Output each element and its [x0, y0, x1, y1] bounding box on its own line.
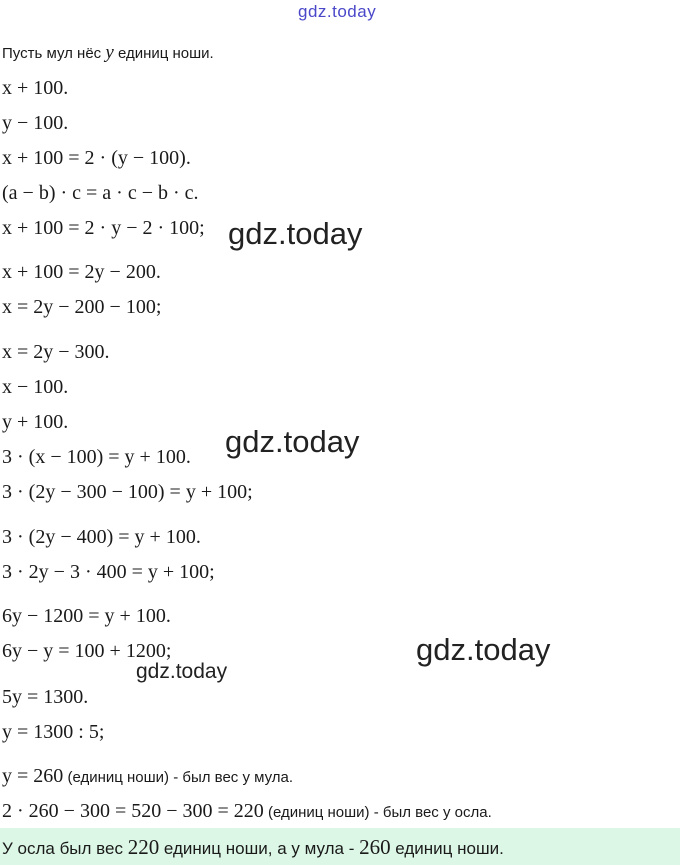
math-line-15: 6y − 1200 = y + 100. — [2, 605, 171, 627]
math-line-20: 2 · 260 − 300 = 520 − 300 = 220 (единиц ноши) - был вес у осла. — [2, 800, 492, 822]
math-line-1: x + 100. — [2, 77, 69, 99]
math-line-9: x − 100. — [2, 376, 69, 398]
math-line-18: y = 1300 : 5; — [2, 721, 105, 743]
math-line-19: y = 260 (единиц ноши) - был вес у мула. — [2, 765, 294, 787]
math-line-2: y − 100. — [2, 112, 69, 134]
math-line-12: 3 · (2y − 300 − 100) = y + 100; — [2, 481, 253, 503]
math-line-11: 3 · (x − 100) = y + 100. — [2, 446, 191, 468]
math-line-17: 5y = 1300. — [2, 686, 89, 708]
answer-box — [0, 828, 680, 865]
math-line-4: (a − b) · c = a · c − b · c. — [2, 182, 199, 204]
math-line-7: x = 2y − 200 − 100; — [2, 296, 162, 318]
math-line-6: x + 100 = 2y − 200. — [2, 261, 161, 283]
math-line-3: x + 100 = 2 · (y − 100). — [2, 147, 191, 169]
watermark-2: gdz.today — [225, 424, 360, 459]
watermark-4: gdz.today — [136, 660, 228, 683]
answer-text: У осла был вес 220 единиц ноши, а у мула - 260 единиц ноши. — [2, 835, 504, 859]
math-line-8: x = 2y − 300. — [2, 341, 110, 363]
watermark-1: gdz.today — [228, 216, 363, 251]
math-line-14: 3 · 2y − 3 · 400 = y + 100; — [2, 561, 215, 583]
math-line-5: x + 100 = 2 · y − 2 · 100; — [2, 217, 205, 239]
intro-text: Пусть мул нёс y единиц ноши. — [2, 42, 214, 63]
math-line-16: 6y − y = 100 + 1200; — [2, 640, 172, 662]
math-line-10: y + 100. — [2, 411, 69, 433]
watermark-3: gdz.today — [416, 632, 551, 667]
math-line-13: 3 · (2y − 400) = y + 100. — [2, 526, 201, 548]
watermark-top: gdz.today — [298, 2, 377, 21]
